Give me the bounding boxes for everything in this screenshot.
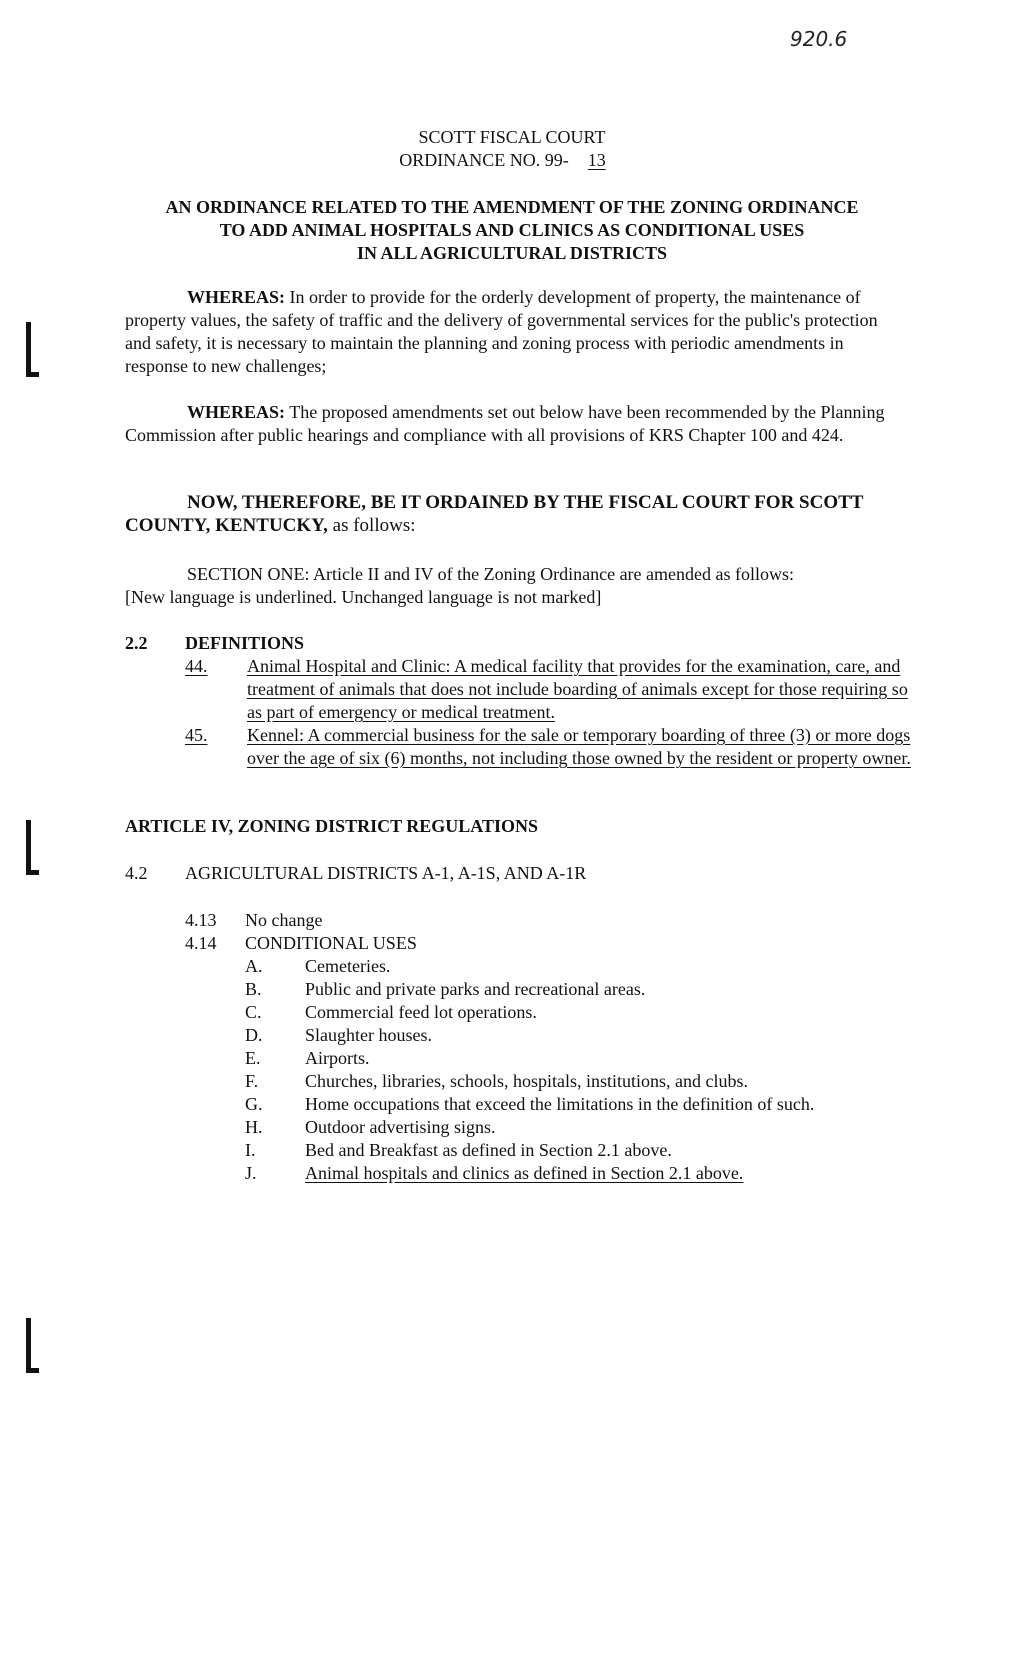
- title-line: TO ADD ANIMAL HOSPITALS AND CLINICS AS CONDITIONAL USES: [219, 220, 805, 240]
- list-item: I. Bed and Breakfast as defined in Section 2.1 above.: [245, 1140, 672, 1160]
- list-item: C. Commercial feed lot operations.: [245, 1002, 537, 1022]
- list-item: F. Churches, libraries, schools, hospitals, institutions, and clubs.: [245, 1071, 748, 1091]
- subsection-4-13-number: 4.13: [185, 910, 217, 930]
- definition-animal-hospital: Animal Hospital and Clinic: A medical facility that provides for the examination, care, and treatment of animals that does not include boarding of animals except for those requiring so as part of emergency or medical treatment.: [247, 656, 908, 722]
- definition-number-45: 45.: [185, 725, 208, 745]
- ordinance-number: ORDINANCE NO. 99- 13: [0, 149, 1024, 172]
- margin-bracket: [26, 1318, 39, 1373]
- handwritten-reference: 920.6: [790, 27, 848, 51]
- list-item: H. Outdoor advertising signs.: [245, 1117, 496, 1137]
- subsection-4-14-text: CONDITIONAL USES: [245, 933, 417, 953]
- conditional-uses-list: [245, 955, 814, 1185]
- section-one-note: [New language is underlined. Unchanged language is not marked]: [125, 587, 602, 607]
- list-item: J. Animal hospitals and clinics as defined in Section 2.1 above.: [245, 1163, 744, 1183]
- ordinance-number-value: 13: [587, 150, 606, 170]
- whereas-paragraph-2: WHEREAS: The proposed amendments set out below have been recommended by the Planning Commission after public hearings and compliance with all provisions of KRS Chapter 100 and 424.: [125, 402, 885, 445]
- ordained-clause: NOW, THEREFORE, BE IT ORDAINED BY THE FISCAL COURT FOR SCOTT COUNTY, KENTUCKY, as follows:: [125, 492, 864, 536]
- margin-bracket: [26, 820, 39, 875]
- definitions-number: 2.2: [125, 633, 148, 653]
- title-line: AN ORDINANCE RELATED TO THE AMENDMENT OF THE ZONING ORDINANCE: [165, 197, 859, 217]
- section-4-2-title: AGRICULTURAL DISTRICTS A-1, A-1S, AND A-1R: [185, 863, 587, 883]
- subsection-4-13-text: No change: [245, 910, 323, 930]
- section-one: SECTION ONE: Article II and IV of the Zoning Ordinance are amended as follows: [New language is underlined. Unchanged language is not marked]: [125, 563, 915, 609]
- list-item: B. Public and private parks and recreational areas.: [245, 979, 646, 999]
- definition-kennel: Kennel: A commercial business for the sale or temporary boarding of three (3) or more dogs over the age of six (6) months, not including those owned by the resident or property owner.: [247, 725, 911, 768]
- court-name: SCOTT FISCAL COURT: [418, 127, 606, 147]
- definitions-title: DEFINITIONS: [185, 633, 305, 653]
- list-item: E. Airports.: [245, 1048, 370, 1068]
- list-item: G. Home occupations that exceed the limitations in the definition of such.: [245, 1094, 815, 1114]
- definition-number-44: 44.: [185, 656, 208, 676]
- whereas-paragraph-1: WHEREAS: In order to provide for the orderly development of property, the maintenance of property values, the safety of traffic and the delivery of governmental services for the public's protection and safety, it is necessary to maintain the planning and zoning process with periodic amendments in response to new challenges;: [125, 287, 878, 376]
- list-item: A. Cemeteries.: [245, 956, 391, 976]
- subsection-4-14-number: 4.14: [185, 933, 217, 953]
- article-title: ARTICLE IV, ZONING DISTRICT REGULATIONS: [125, 816, 538, 836]
- margin-bracket: [26, 322, 39, 377]
- section-4-2-number: 4.2: [125, 863, 148, 883]
- ordinance-title: [0, 196, 1024, 265]
- title-line: IN ALL AGRICULTURAL DISTRICTS: [357, 243, 667, 263]
- list-item: D. Slaughter houses.: [245, 1025, 432, 1045]
